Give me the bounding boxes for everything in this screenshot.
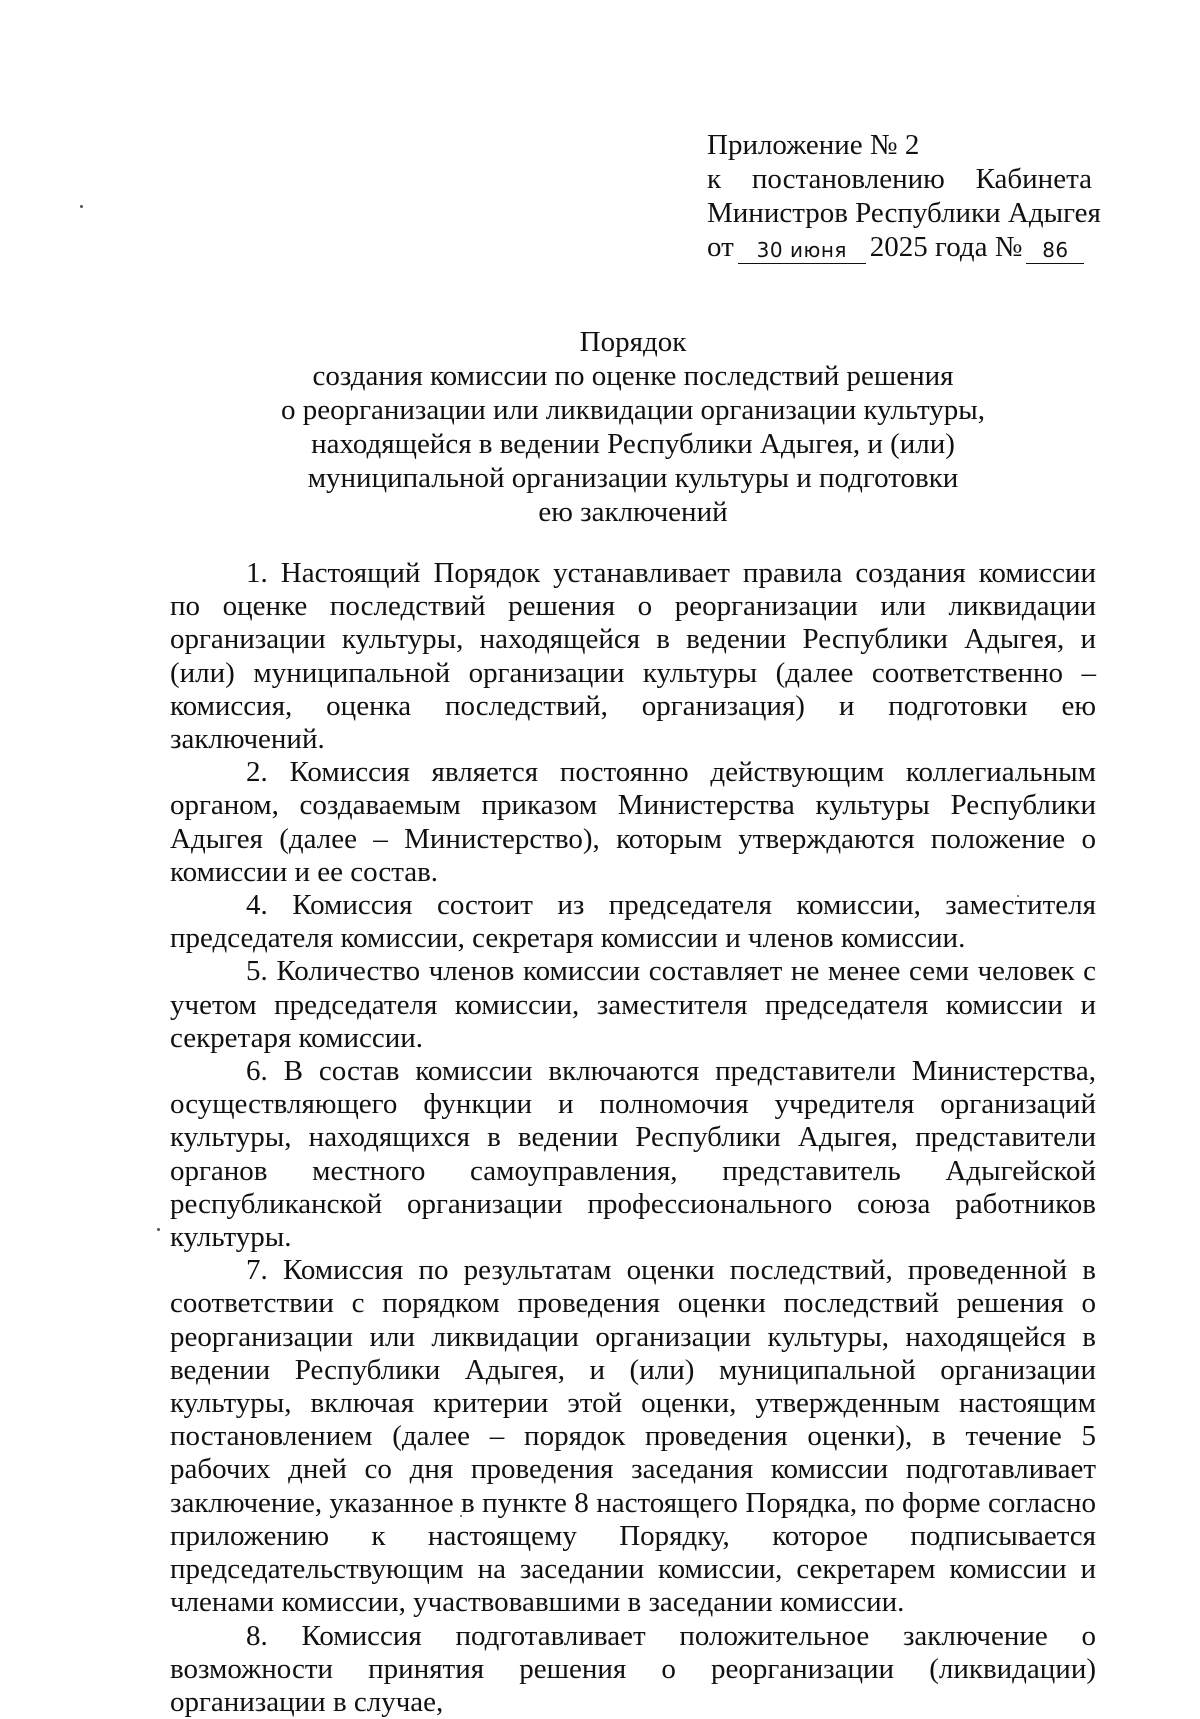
paragraph-7: 7. Комиссия по результатам оценки последствий, проведенной в соответствии с порядком проведения оценки последствий решения о реорганизации или ликвидации организации культуры, находящейся в ведении Республики Адыгея, и (или) муниципальной организации культуры, включая критерии этой оценки, утвержденным настоящим постановлением (далее – порядок проведения оценки), в течение 5 рабочих дней со дня проведения заседания комиссии подготавливает заключение, указанное в пункте 8 настоящего Порядка, по форме согласно приложению к настоящему Порядку, которое подписывается председательствующим на заседании комиссии, секретарем комиссии и членами комиссии, участвовавшими в заседании комиссии.: [170, 1254, 1096, 1619]
annex-ministers-line: Министров Республики Адыгея: [707, 196, 1092, 230]
scan-speck: [157, 1228, 160, 1231]
title-line: муниципальной организации культуры и подготовки: [170, 461, 1096, 495]
document-title: [170, 325, 1096, 529]
document-body: [170, 557, 1096, 1719]
number-blank: [1026, 237, 1084, 264]
annex-word-decree: постановлению: [752, 162, 945, 196]
paragraph-5: 5. Количество членов комиссии составляет не менее семи человек с учетом председателя комиссии, заместителя председателя комиссии и секретаря комиссии.: [170, 955, 1096, 1055]
title-line: создания комиссии по оценке последствий решения: [170, 359, 1096, 393]
date-prefix: от: [707, 230, 734, 264]
paragraph-2: 2. Комиссия является постоянно действующим коллегиальным органом, создаваемым приказом Министерства культуры Республики Адыгея (далее – Министерство), которым утверждаются положение о комиссии и ее состав.: [170, 756, 1096, 889]
paragraph-6: 6. В состав комиссии включаются представители Министерства, осуществляющего функции и полномочия учредителя организаций культуры, находящихся в ведении Республики Адыгея, представители органов местного самоуправления, представитель Адыгейской республиканской организации профессионального союза работников культуры.: [170, 1055, 1096, 1254]
title-line: о реорганизации или ликвидации организации культуры,: [170, 393, 1096, 427]
annex-date-line: [707, 230, 1092, 264]
paragraph-1: 1. Настоящий Порядок устанавливает правила создания комиссии по оценке последствий решения о реорганизации или ликвидации организации культуры, находящейся в ведении Республики Адыгея, и (или) муниципальной организации культуры (далее соответственно – комиссия, оценка последствий, организация) и подготовки ею заключений.: [170, 557, 1096, 756]
annex-word-k: к: [707, 162, 721, 196]
annex-number: Приложение № 2: [707, 128, 1092, 162]
date-year: 2025 года №: [870, 230, 1023, 264]
title-heading: Порядок: [170, 325, 1096, 359]
scan-speck: [80, 205, 83, 208]
paragraph-8: 8. Комиссия подготавливает положительное заключение о возможности принятия решения о реорганизации (ликвидации) организации в случае,: [170, 1620, 1096, 1719]
annex-word-cabinet: Кабинета: [976, 162, 1092, 196]
handwritten-date: 30 июня: [738, 239, 866, 261]
title-line: ею заключений: [170, 495, 1096, 529]
title-line: находящейся в ведении Республики Адыгея, и (или): [170, 427, 1096, 461]
annex-reference: [707, 128, 1092, 264]
annex-decree-line: [707, 162, 1092, 196]
handwritten-number: 86: [1026, 239, 1084, 261]
date-blank: [738, 237, 866, 264]
paragraph-4: 4. Комиссия состоит из председателя комиссии, заместителя председателя комиссии, секретаря комиссии и членов комиссии.: [170, 889, 1096, 955]
